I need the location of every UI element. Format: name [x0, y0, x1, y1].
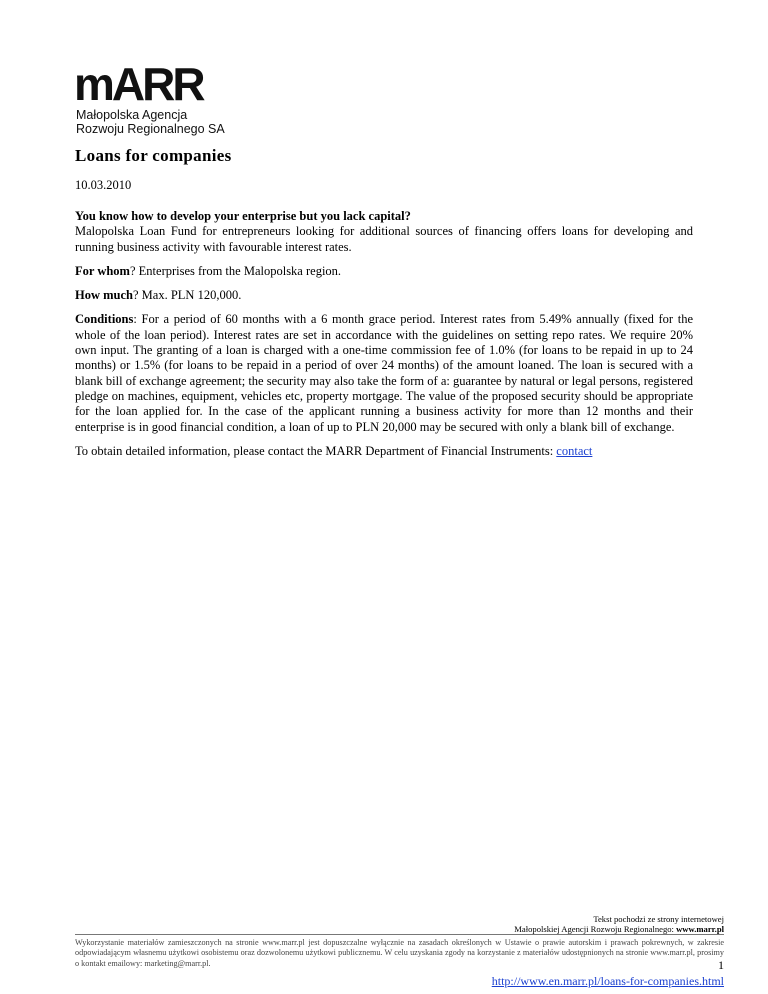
conditions-paragraph — [75, 312, 693, 434]
marr-logo-mark — [74, 64, 214, 104]
org-name — [76, 108, 225, 136]
source-site: www.marr.pl — [676, 924, 724, 934]
contact-paragraph — [75, 444, 693, 459]
page-url — [492, 974, 724, 989]
source-line-2 — [514, 924, 724, 934]
org-line-2: Rozwoju Regionalnego SA — [76, 122, 225, 136]
org-line-1: Małopolska Agencja — [76, 108, 188, 122]
page-title: Loans for companies — [75, 146, 232, 165]
source-line-1: Tekst pochodzi ze strony internetowej — [593, 914, 724, 924]
source-line-2-prefix: Małopolskiej Agencji Rozwoju Regionalnego: — [514, 924, 677, 934]
conditions-text: : For a period of 60 months with a 6 month grace period. Interest rates from 5.49% annually (fixed for the whole of the loan period). Interest rates are set in accordance with the guidelines on setting repo rates. We require 20% own input. The granting of a loan is charged with a one-time commission fee of 1.0% (for loans to be repaid in up to 24 months) or 1.5% (for loans to be repaid in a period of over 24 months) of the amount loaned. The loan is secured with a blank bill of exchange agreement; the security may also take the form of a: guarantee by natural or legal persons, registered pledge on machines, equipment, vehicles etc, property mortgage. The value of the proposed security should be appropriate for the loan applied for. In the case of the applicant running a business activity for more than 12 months and their enterprise is in good financial condition, a loan of up to PLN 20,000 may be secured with only a blank bill of exchange. — [75, 312, 693, 434]
contact-link[interactable]: contact — [556, 443, 593, 458]
footer-divider — [75, 934, 724, 935]
intro-question: You know how to develop your enterprise but you lack capital? — [75, 209, 411, 223]
for-whom-paragraph — [75, 264, 693, 279]
legal-notice: Wykorzystanie materiałów zamieszczonych na stronie www.marr.pl jest dopuszczalne wyłącznie na zasadach określonych w Ustawie o prawie autorskim i prawach pokrewnych, w zakresie odpowiadającym własnemu użytkowi osobistemu oraz dozwolonemu użytkowi publicznemu. W celu uzyskania zgody na korzystanie z materiałów udostępnionych na stronie www.marr.pl, prosimy o kontakt emailowy: marketing@marr.pl. — [75, 938, 724, 968]
page-number: 1 — [718, 958, 724, 972]
page-url-link[interactable]: http://www.en.marr.pl/loans-for-companies.html — [491, 974, 724, 988]
source-note — [514, 914, 724, 934]
how-much-text: ? Max. PLN 120,000. — [133, 288, 242, 303]
intro-text: Malopolska Loan Fund for entrepreneurs looking for additional sources of financing offers loans for developing and running business activity with favourable interest rates. — [75, 224, 693, 254]
article — [75, 146, 693, 459]
for-whom-label: For whom — [75, 263, 130, 278]
contact-text: To obtain detailed information, please contact the MARR Department of Financial Instruments: — [75, 443, 557, 458]
how-much-paragraph — [75, 288, 693, 303]
marr-logo — [74, 64, 225, 136]
publish-date: 10.03.2010 — [75, 178, 132, 192]
how-much-label: How much — [75, 288, 133, 303]
logo-wordmark: mARR — [74, 64, 203, 104]
conditions-label: Conditions — [75, 312, 134, 327]
for-whom-text: ? Enterprises from the Malopolska region. — [129, 263, 342, 278]
